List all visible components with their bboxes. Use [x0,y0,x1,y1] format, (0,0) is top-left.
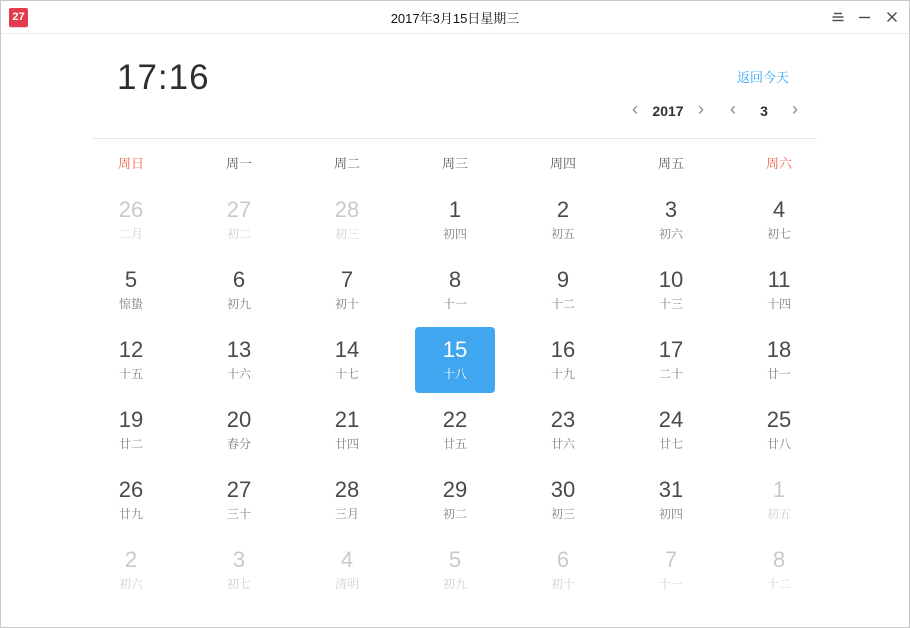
day-cell[interactable] [77,255,185,325]
day-lunar-label: 廿八 [766,437,791,451]
day-lunar-label: 十二 [766,577,791,591]
day-number: 2 [124,547,138,572]
day-inner [415,537,495,603]
prev-month-icon[interactable]: ‹ [730,99,736,119]
day-number: 4 [772,197,786,222]
day-inner [307,537,387,603]
day-inner [523,257,603,323]
day-cell[interactable] [509,185,617,255]
month-value: 3 [760,102,768,119]
day-cell[interactable] [185,465,293,535]
day-lunar-label: 十一 [658,577,683,591]
day-inner [199,467,279,533]
day-cell[interactable] [185,535,293,605]
day-cell[interactable] [725,325,833,395]
day-grid [77,185,833,605]
day-inner [523,397,603,463]
day-lunar-label: 初五 [766,507,791,521]
day-lunar-label: 清明 [334,577,359,591]
day-number: 8 [448,267,462,292]
app-icon-day-number: 27 [12,11,25,23]
day-lunar-label: 廿二 [118,437,143,451]
day-number: 22 [442,407,468,432]
day-cell[interactable] [401,395,509,465]
day-number: 27 [226,477,252,502]
day-lunar-label: 廿四 [334,437,359,451]
day-number: 1 [448,197,462,222]
day-inner [307,467,387,533]
day-cell[interactable] [401,255,509,325]
day-cell[interactable] [77,535,185,605]
day-inner [523,537,603,603]
day-cell[interactable] [509,395,617,465]
day-number: 7 [340,267,354,292]
day-number: 30 [550,477,576,502]
day-inner [199,537,279,603]
day-number: 31 [658,477,684,502]
day-number: 20 [226,407,252,432]
next-month-icon[interactable]: › [792,99,798,119]
day-inner [631,397,711,463]
day-inner [91,327,171,393]
day-number: 5 [448,547,462,572]
day-lunar-label: 初二 [442,507,467,521]
calendar-grid [77,139,833,605]
day-lunar-label: 初十 [334,297,359,311]
day-inner [199,257,279,323]
calendar-header [93,34,817,139]
day-lunar-label: 廿六 [550,437,575,451]
day-inner [307,187,387,253]
day-lunar-label: 初五 [550,227,575,241]
day-number: 13 [226,337,252,362]
day-cell[interactable] [185,185,293,255]
day-number: 9 [556,267,570,292]
day-lunar-label: 二十 [658,367,683,381]
year-value: 2017 [652,102,684,119]
day-cell[interactable] [401,465,509,535]
day-cell-selected[interactable] [401,325,509,395]
day-lunar-label: 初六 [658,227,683,241]
day-inner [307,397,387,463]
header-divider [93,138,817,139]
day-number: 5 [124,267,138,292]
day-cell[interactable] [185,325,293,395]
day-inner [631,187,711,253]
day-lunar-label: 三月 [334,507,359,521]
day-cell[interactable] [725,395,833,465]
day-number: 26 [118,477,144,502]
day-inner [523,467,603,533]
prev-year-icon[interactable]: ‹ [632,99,638,119]
day-lunar-label: 惊蛰 [118,297,143,311]
day-inner [739,467,819,533]
day-cell[interactable] [293,185,401,255]
day-number: 1 [772,477,786,502]
day-lunar-label: 十三 [658,297,683,311]
day-lunar-label: 十六 [226,367,251,381]
day-inner [739,187,819,253]
day-lunar-label: 初七 [766,227,791,241]
day-number: 3 [232,547,246,572]
day-number: 29 [442,477,468,502]
day-number: 28 [334,477,360,502]
weekday-label: 周三 [441,155,468,171]
day-lunar-label: 十九 [550,367,575,381]
weekday-label: 周五 [657,155,684,171]
day-cell[interactable] [617,395,725,465]
day-number: 10 [658,267,684,292]
day-inner [523,187,603,253]
day-inner [91,187,171,253]
day-number: 16 [550,337,576,362]
day-lunar-label: 二月 [118,227,143,241]
day-number: 7 [664,547,678,572]
day-cell[interactable] [725,535,833,605]
day-cell[interactable] [725,185,833,255]
day-lunar-label: 春分 [226,437,251,451]
day-inner [91,397,171,463]
day-lunar-label: 廿五 [442,437,467,451]
day-number: 15 [442,337,468,362]
day-lunar-label: 初二 [226,227,251,241]
day-inner [631,467,711,533]
current-time: 17:16 [117,58,210,97]
day-number: 6 [232,267,246,292]
day-cell[interactable] [617,185,725,255]
day-number: 18 [766,337,792,362]
day-inner [415,467,495,533]
day-inner [91,257,171,323]
day-lunar-label: 廿七 [658,437,683,451]
day-inner [199,327,279,393]
day-inner [415,397,495,463]
day-number: 17 [658,337,684,362]
titlebar [1,1,909,34]
day-lunar-label: 廿一 [766,367,791,381]
day-cell[interactable] [509,465,617,535]
day-number: 2 [556,197,570,222]
day-cell[interactable] [617,325,725,395]
day-lunar-label: 十四 [766,297,791,311]
day-number: 28 [334,197,360,222]
day-number: 23 [550,407,576,432]
day-cell[interactable] [617,255,725,325]
day-cell[interactable] [293,465,401,535]
day-number: 14 [334,337,360,362]
day-inner [739,257,819,323]
day-number: 19 [118,407,144,432]
day-inner [199,187,279,253]
day-cell[interactable] [725,255,833,325]
day-cell[interactable] [185,395,293,465]
day-lunar-label: 十二 [550,297,575,311]
day-lunar-label: 初四 [658,507,683,521]
day-number: 4 [340,547,354,572]
day-inner [631,537,711,603]
weekday-header-row [77,139,833,185]
day-inner [739,537,819,603]
weekday-label: 周二 [333,155,360,171]
weekday-label: 周六 [765,155,792,171]
day-inner [307,327,387,393]
weekday-label: 周一 [225,155,252,171]
day-cell[interactable] [293,535,401,605]
day-inner [415,187,495,253]
day-lunar-label: 初九 [442,577,467,591]
day-lunar-label: 十一 [442,297,467,311]
day-inner [631,257,711,323]
day-lunar-label: 三十 [226,507,251,521]
day-lunar-label: 初六 [118,577,143,591]
day-number: 8 [772,547,786,572]
day-lunar-label: 十七 [334,367,359,381]
day-cell[interactable] [77,185,185,255]
day-inner [307,257,387,323]
day-number: 27 [226,197,252,222]
day-cell[interactable] [401,185,509,255]
day-cell[interactable] [293,325,401,395]
app-calendar-icon [9,8,28,27]
day-cell[interactable] [401,535,509,605]
day-inner [91,467,171,533]
day-inner [91,537,171,603]
day-inner [523,327,603,393]
minimize-icon[interactable] [851,1,878,33]
day-cell[interactable] [617,535,725,605]
day-inner [739,397,819,463]
day-inner [739,327,819,393]
day-lunar-label: 初十 [550,577,575,591]
day-number: 6 [556,547,570,572]
next-year-icon[interactable]: › [698,99,704,119]
day-cell[interactable] [509,325,617,395]
day-number: 11 [767,267,791,292]
window-title: 2017年3月15日星期三 [390,10,520,26]
window-controls [824,1,909,33]
day-inner [415,327,495,393]
day-lunar-label: 初三 [334,227,359,241]
day-cell[interactable] [185,255,293,325]
day-lunar-label: 初四 [442,227,467,241]
weekday-label: 周四 [549,155,576,171]
day-cell[interactable] [77,465,185,535]
day-inner [199,397,279,463]
back-to-today-link[interactable]: 返回今天 [736,70,789,85]
day-number: 3 [664,197,678,222]
day-cell[interactable] [725,465,833,535]
close-icon[interactable] [878,1,905,33]
menu-icon[interactable] [824,1,851,33]
day-cell[interactable] [293,395,401,465]
day-lunar-label: 十五 [118,367,143,381]
day-cell[interactable] [77,325,185,395]
day-cell[interactable] [509,255,617,325]
day-cell[interactable] [77,395,185,465]
day-number: 12 [118,337,144,362]
day-number: 25 [766,407,792,432]
year-month-nav [623,100,807,121]
day-number: 24 [658,407,684,432]
weekday-label: 周日 [117,155,144,171]
day-cell[interactable] [509,535,617,605]
day-inner [631,327,711,393]
day-number: 21 [334,407,360,432]
day-lunar-label: 初九 [226,297,251,311]
day-cell[interactable] [293,255,401,325]
day-inner [415,257,495,323]
day-lunar-label: 初七 [226,577,251,591]
day-lunar-label: 十八 [442,367,467,381]
day-lunar-label: 初三 [550,507,575,521]
day-lunar-label: 廿九 [118,507,143,521]
day-number: 26 [118,197,144,222]
day-cell[interactable] [617,465,725,535]
